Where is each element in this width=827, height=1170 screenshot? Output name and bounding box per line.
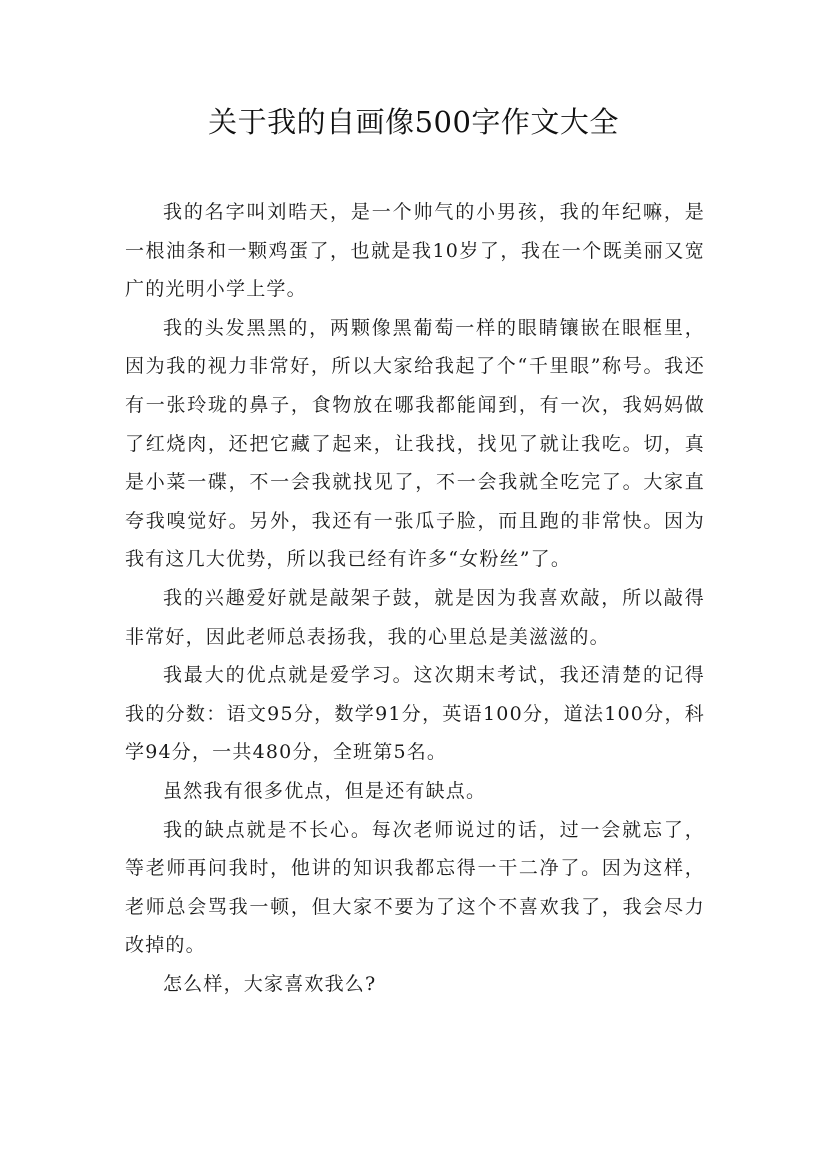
paragraph-transition: 虽然我有很多优点，但是还有缺点。 — [163, 779, 487, 802]
paragraph-name-intro: 我的名字叫刘晧天，是一个帅气的小男孩，我的年纪嘛，是一根油条和一颗鸡蛋了，也就是我10岁了，我在一个既美丽又宽广的光明小学上学。 — [125, 201, 705, 301]
paragraph-hobby: 我的兴趣爱好就是敲架子鼓，就是因为我喜欢敲，所以敲得非常好，因此老师总表扬我，我的心里总是美滋滋的。 — [125, 586, 705, 648]
document-body — [125, 193, 705, 1003]
document-title: 关于我的自画像500字作文大全 — [208, 105, 619, 139]
paragraph-strength: 我最大的优点就是爱学习。这次期末考试，我还清楚的记得我的分数：语文95分，数学91分，英语100分，道法100分，科学94分，一共480分，全班第5名。 — [125, 664, 705, 764]
paragraph-weakness: 我的缺点就是不长心。每次老师说过的话，过一会就忘了，等老师再问我时，他讲的知识我都忘得一干二净了。因为这样，老师总会骂我一顿，但大家不要为了这个不喜欢我了，我会尽力改掉的。 — [125, 818, 705, 957]
paragraph-appearance: 我的头发黑黑的，两颗像黑葡萄一样的眼睛镶嵌在眼框里，因为我的视力非常好，所以大家给我起了个“千里眼”称号。我还有一张玲珑的鼻子，食物放在哪我都能闻到，有一次，我妈妈做了红烧肉，还把它藏了起来，让我找，找见了就让我吃。切，真是小菜一碟，不一会我就找见了，不一会我就全吃完了。大家直夸我嗅觉好。另外，我还有一张瓜子脸，而且跑的非常快。因为我有这几大优势，所以我已经有许多“女粉丝”了。 — [125, 316, 705, 571]
paragraph-closing: 怎么样，大家喜欢我么? — [163, 972, 377, 995]
